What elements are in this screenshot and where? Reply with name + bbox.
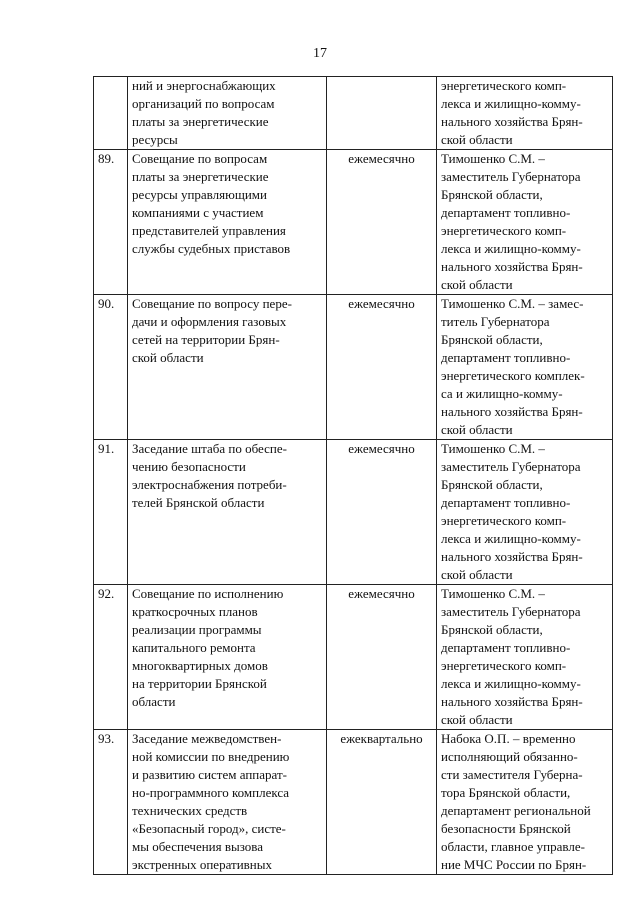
event-line: ний и энергоснабжающих xyxy=(132,78,276,93)
responsible-line: энергетического комплек- xyxy=(441,368,585,383)
period-cell: ежемесячно xyxy=(327,440,437,585)
responsible-line: области, главное управле- xyxy=(441,839,585,854)
event-line: Совещание по исполнению xyxy=(132,586,284,601)
event-line: представителей управления xyxy=(132,223,286,238)
event-line: мы обеспечения вызова xyxy=(132,839,264,854)
table-row xyxy=(94,585,613,730)
table-row xyxy=(94,440,613,585)
period-cell: ежеквартально xyxy=(327,730,437,875)
event-line: организаций по вопросам xyxy=(132,96,275,111)
responsible-line: заместитель Губернатора xyxy=(441,459,581,474)
responsible-line: департамент топливно- xyxy=(441,640,571,655)
responsible-line: энергетического комп- xyxy=(441,223,567,238)
responsible-cell xyxy=(437,730,613,875)
responsible-line: энергетического комп- xyxy=(441,78,567,93)
event-cell xyxy=(128,440,327,585)
responsible-line: ской области xyxy=(441,422,513,437)
period-cell: ежемесячно xyxy=(327,295,437,440)
responsible-line: лекса и жилищно-комму- xyxy=(441,531,581,546)
responsible-line: заместитель Губернатора xyxy=(441,604,581,619)
responsible-line: лекса и жилищно-комму- xyxy=(441,96,581,111)
events-table xyxy=(93,76,613,875)
responsible-line: департамент топливно- xyxy=(441,350,571,365)
event-line: ской области xyxy=(132,350,204,365)
responsible-line: департамент топливно- xyxy=(441,205,571,220)
page-number: 17 xyxy=(313,46,327,61)
event-line: платы за энергетические xyxy=(132,169,269,184)
responsible-line: Набока О.П. – временно xyxy=(441,731,576,746)
responsible-line: нального хозяйства Брян- xyxy=(441,404,583,419)
responsible-line: Брянской области, xyxy=(441,187,543,202)
responsible-line: Брянской области, xyxy=(441,477,543,492)
event-line: «Безопасный город», систе- xyxy=(132,821,286,836)
responsible-line: ской области xyxy=(441,567,513,582)
event-line: реализации программы xyxy=(132,622,262,637)
event-line: компаниями с участием xyxy=(132,205,264,220)
table-row xyxy=(94,77,613,150)
table-row xyxy=(94,295,613,440)
event-line: экстренных оперативных xyxy=(132,857,272,872)
event-line: капитального ремонта xyxy=(132,640,256,655)
responsible-line: Тимошенко С.М. – xyxy=(441,441,545,456)
responsible-cell xyxy=(437,295,613,440)
responsible-line: титель Губернатора xyxy=(441,314,550,329)
responsible-line: тора Брянской области, xyxy=(441,785,571,800)
event-cell xyxy=(128,77,327,150)
row-number: 91. xyxy=(94,440,128,585)
responsible-cell xyxy=(437,585,613,730)
responsible-line: ние МЧС России по Брян- xyxy=(441,857,587,872)
event-line: дачи и оформления газовых xyxy=(132,314,287,329)
event-line: краткосрочных планов xyxy=(132,604,258,619)
event-cell xyxy=(128,730,327,875)
event-line: но-программного комплекса xyxy=(132,785,290,800)
table-row xyxy=(94,730,613,875)
responsible-line: са и жилищно-комму- xyxy=(441,386,563,401)
responsible-line: департамент топливно- xyxy=(441,495,571,510)
responsible-line: исполняющий обязанно- xyxy=(441,749,578,764)
event-line: на территории Брянской xyxy=(132,676,267,691)
event-line: электроснабжения потреби- xyxy=(132,477,287,492)
responsible-line: энергетического комп- xyxy=(441,658,567,673)
responsible-line: нального хозяйства Брян- xyxy=(441,549,583,564)
responsible-line: ской области xyxy=(441,132,513,147)
period-cell xyxy=(327,77,437,150)
event-line: Заседание межведомствен- xyxy=(132,731,282,746)
event-line: многоквартирных домов xyxy=(132,658,268,673)
period-cell: ежемесячно xyxy=(327,150,437,295)
responsible-line: лекса и жилищно-комму- xyxy=(441,676,581,691)
responsible-line: сти заместителя Губерна- xyxy=(441,767,583,782)
period-cell: ежемесячно xyxy=(327,585,437,730)
row-number: 93. xyxy=(94,730,128,875)
event-line: ресурсы управляющими xyxy=(132,187,267,202)
responsible-line: ской области xyxy=(441,712,513,727)
row-number: 90. xyxy=(94,295,128,440)
event-cell xyxy=(128,585,327,730)
responsible-line: ской области xyxy=(441,277,513,292)
table-row xyxy=(94,150,613,295)
event-line: платы за энергетические xyxy=(132,114,269,129)
responsible-line: Брянской области, xyxy=(441,332,543,347)
responsible-line: лекса и жилищно-комму- xyxy=(441,241,581,256)
responsible-cell xyxy=(437,77,613,150)
event-line: сетей на территории Брян- xyxy=(132,332,280,347)
event-cell xyxy=(128,150,327,295)
event-line: службы судебных приставов xyxy=(132,241,291,256)
responsible-cell xyxy=(437,150,613,295)
event-line: технических средств xyxy=(132,803,248,818)
responsible-line: нального хозяйства Брян- xyxy=(441,694,583,709)
event-line: и развитию систем аппарат- xyxy=(132,767,287,782)
responsible-line: заместитель Губернатора xyxy=(441,169,581,184)
event-line: Совещание по вопросам xyxy=(132,151,268,166)
responsible-cell xyxy=(437,440,613,585)
responsible-line: Тимошенко С.М. – замес- xyxy=(441,296,584,311)
event-line: телей Брянской области xyxy=(132,495,265,510)
responsible-line: Брянской области, xyxy=(441,622,543,637)
event-cell xyxy=(128,295,327,440)
responsible-line: нального хозяйства Брян- xyxy=(441,259,583,274)
event-line: ресурсы xyxy=(132,132,178,147)
responsible-line: нального хозяйства Брян- xyxy=(441,114,583,129)
responsible-line: департамент региональной xyxy=(441,803,591,818)
event-line: области xyxy=(132,694,176,709)
responsible-line: энергетического комп- xyxy=(441,513,567,528)
row-number: 89. xyxy=(94,150,128,295)
responsible-line: безопасности Брянской xyxy=(441,821,571,836)
event-line: чению безопасности xyxy=(132,459,246,474)
responsible-line: Тимошенко С.М. – xyxy=(441,586,545,601)
event-line: ной комиссии по внедрению xyxy=(132,749,290,764)
row-number xyxy=(94,77,128,150)
row-number: 92. xyxy=(94,585,128,730)
event-line: Совещание по вопросу пере- xyxy=(132,296,292,311)
event-line: Заседание штаба по обеспе- xyxy=(132,441,287,456)
responsible-line: Тимошенко С.М. – xyxy=(441,151,545,166)
